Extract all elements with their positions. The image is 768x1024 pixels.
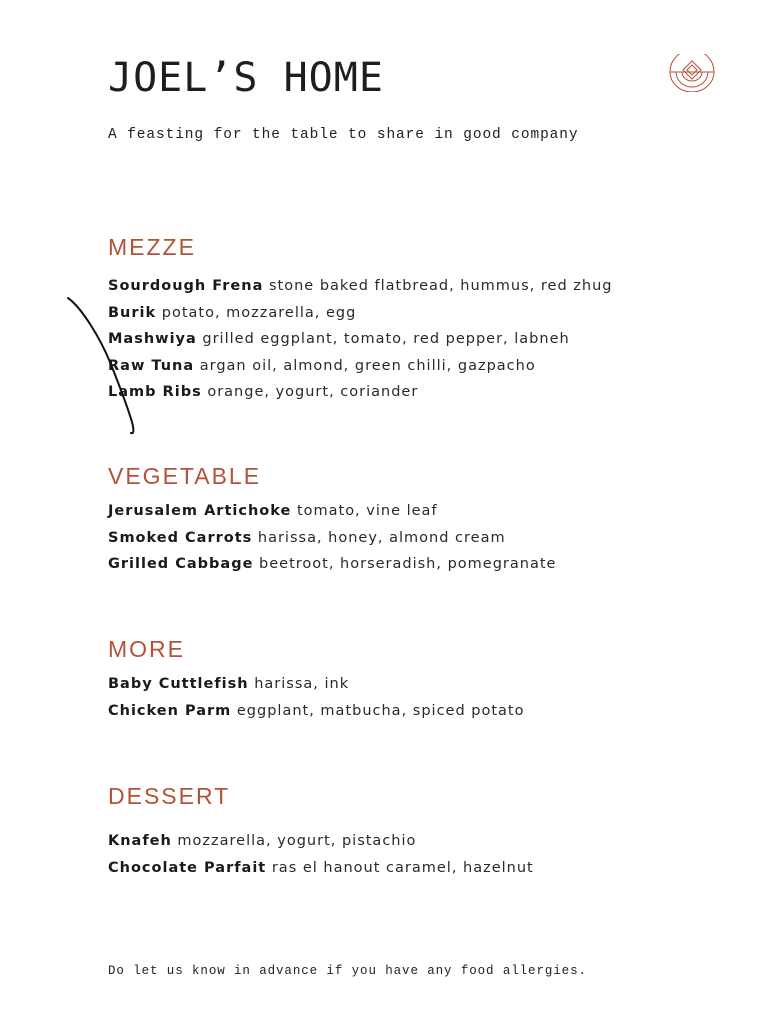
dish-description: stone baked flatbread, hummus, red zhug	[268, 278, 613, 294]
item-list	[108, 498, 556, 578]
dish-description: tomato, vine leaf	[296, 503, 438, 519]
dish-name: Jerusalem Artichoke	[108, 503, 292, 519]
list-item	[108, 671, 524, 698]
item-list	[108, 671, 524, 724]
dish-description: eggplant, matbucha, spiced potato	[236, 702, 525, 719]
dish-name: Chocolate Parfait	[108, 859, 267, 876]
dish-description: orange, yogurt, coriander	[207, 384, 419, 400]
section-title: MEZZE	[108, 234, 196, 260]
geometric-diamond-semicircle-logo-icon	[666, 54, 718, 92]
list-item	[108, 498, 556, 525]
page-title: JOEL’S HOME	[108, 55, 384, 101]
list-item	[108, 855, 534, 882]
dish-name: Smoked Carrots	[108, 529, 253, 546]
dish-name: Lamb Ribs	[108, 384, 202, 400]
dish-name: Grilled Cabbage	[108, 556, 254, 572]
section-more	[108, 635, 524, 724]
list-item	[108, 551, 556, 578]
dish-name: Baby Cuttlefish	[108, 676, 249, 692]
section-title: DESSERT	[108, 783, 231, 809]
list-item	[108, 273, 612, 300]
dish-description: beetroot, horseradish, pomegranate	[259, 556, 557, 572]
section-vegetable	[108, 462, 556, 578]
dish-name: Mashwiya	[108, 331, 197, 347]
list-item	[108, 300, 612, 327]
dish-name: Knafeh	[108, 833, 172, 849]
dish-description: potato, mozzarella, egg	[161, 304, 357, 321]
page-subtitle: A feasting for the table to share in good company	[108, 127, 579, 143]
list-item	[108, 698, 524, 725]
dish-description: harissa, honey, almond cream	[257, 529, 506, 546]
list-item	[108, 353, 612, 380]
pen-scribble-mark	[60, 290, 150, 440]
dish-description: argan oil, almond, green chilli, gazpacho	[199, 357, 536, 374]
dish-description: mozzarella, yogurt, pistachio	[177, 833, 417, 849]
list-item	[108, 828, 534, 855]
section-title: VEGETABLE	[108, 463, 262, 489]
dish-description: grilled eggplant, tomato, red pepper, labneh	[202, 331, 570, 347]
dish-description: ras el hanout caramel, hazelnut	[271, 859, 534, 876]
section-mezze	[108, 233, 612, 406]
dish-name: Chicken Parm	[108, 702, 232, 719]
section-title: MORE	[108, 636, 185, 662]
dish-description: harissa, ink	[254, 676, 350, 692]
section-dessert	[108, 782, 534, 881]
dish-name: Raw Tuna	[108, 357, 195, 374]
item-list	[108, 828, 534, 881]
list-item	[108, 525, 556, 552]
list-item	[108, 326, 612, 353]
item-list	[108, 273, 612, 406]
dish-name: Burik	[108, 304, 157, 321]
dish-name: Sourdough Frena	[108, 278, 264, 294]
allergy-note: Do let us know in advance if you have any food allergies.	[108, 964, 587, 978]
list-item	[108, 379, 612, 406]
